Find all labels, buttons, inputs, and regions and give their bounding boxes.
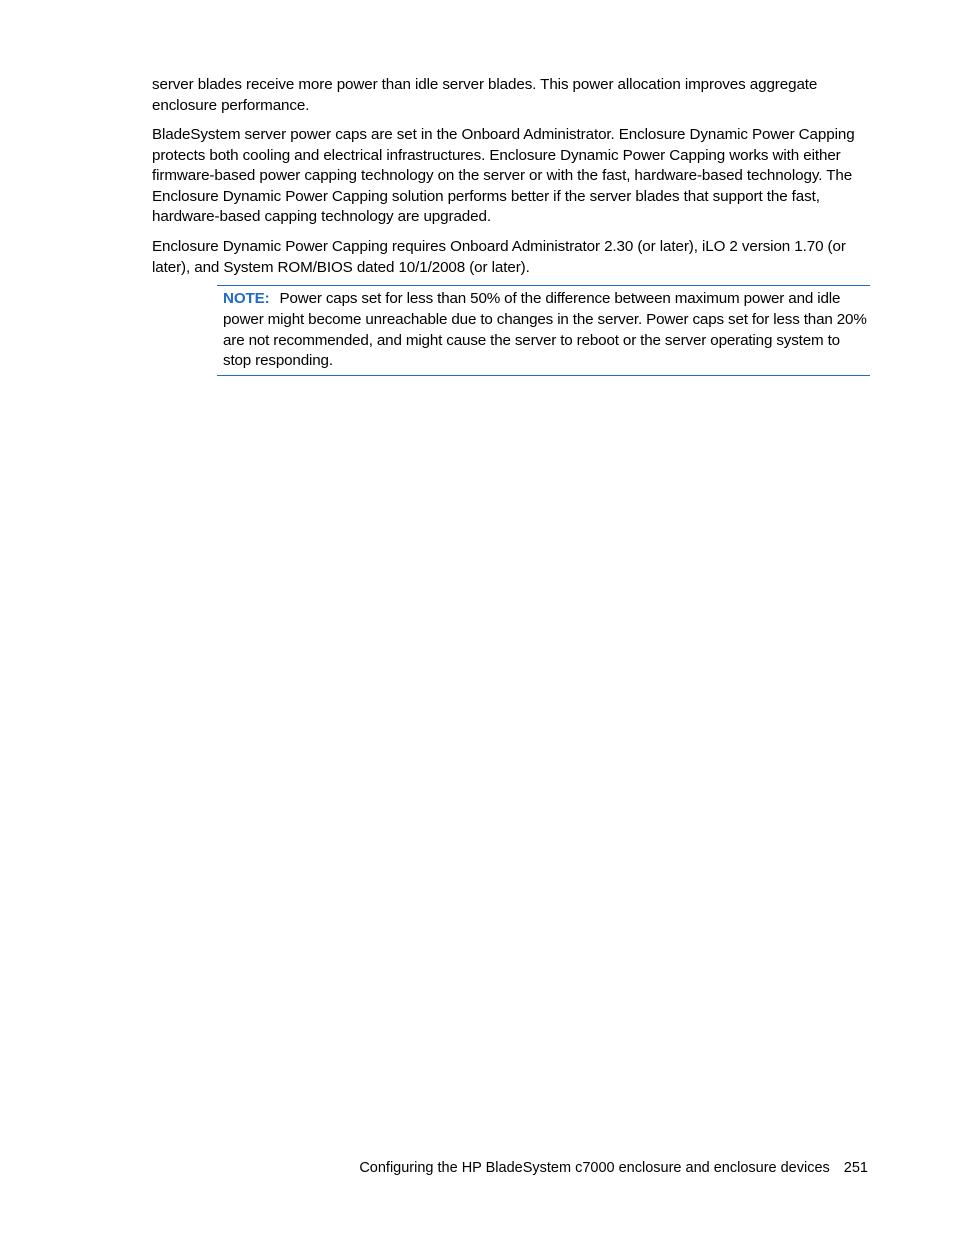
- body-paragraph-2: BladeSystem server power caps are set in the Onboard Administrator. Enclosure Dynamic Power Capping protects both cooling and electrical infrastructures. Enclosure Dynamic Power Capping works with either firmware-based power capping technology on the server or with the fast, hardware-based technology. The Enclosure Dynamic Power Capping solution performs better if the server blades that support the fast, hardware-based capping technology are upgraded.: [152, 126, 855, 225]
- footer-title: Configuring the HP BladeSystem c7000 enclosure and enclosure devices: [359, 1160, 830, 1176]
- page-footer: [359, 1158, 868, 1178]
- body-paragraph-3: Enclosure Dynamic Power Capping requires Onboard Administrator 2.30 (or later), iLO 2 version 1.70 (or later), and System ROM/BIOS dated 10/1/2008 (or later).: [152, 238, 846, 276]
- body-paragraph-1: server blades receive more power than idle server blades. This power allocation improves aggregate enclosure performance.: [152, 76, 818, 114]
- page-number: 251: [843, 1160, 868, 1176]
- note-label: NOTE:: [223, 290, 270, 307]
- note-content: [223, 289, 870, 372]
- note-text: Power caps set for less than 50% of the difference between maximum power and idle power might become unreachable due to changes in the server. Power caps set for less than 20% are not recommended, and might cause the server to reboot or the server operating system to stop responding.: [223, 290, 867, 370]
- note-box: [217, 285, 870, 376]
